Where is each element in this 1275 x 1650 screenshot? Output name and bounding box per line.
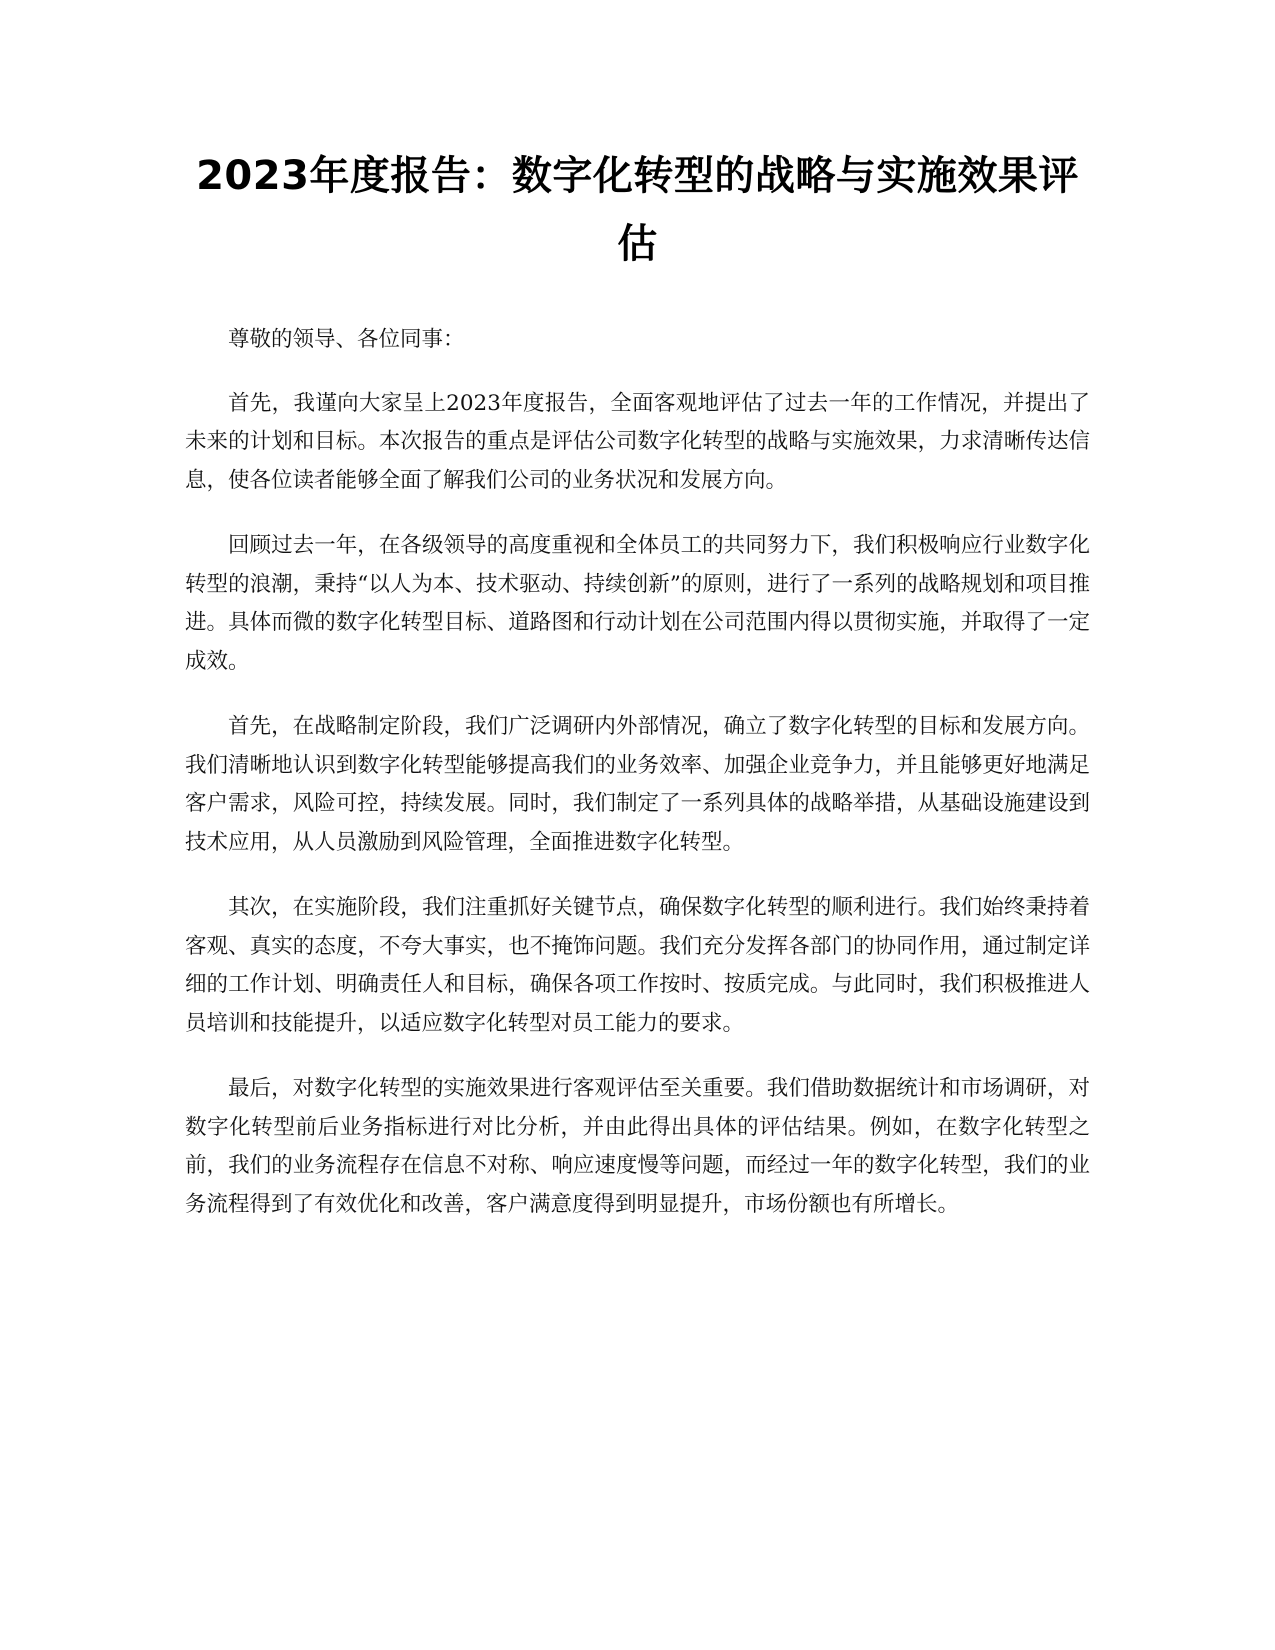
- paragraph-evaluation: 最后，对数字化转型的实施效果进行客观评估至关重要。我们借助数据统计和市场调研，对数字化转型前后业务指标进行对比分析，并由此得出具体的评估结果。例如，在数字化转型之前，我们的业务流程存在信息不对称、响应速度慢等问题，而经过一年的数字化转型，我们的业务流程得到了有效优化和改善，客户满意度得到明显提升，市场份额也有所增长。: [185, 1076, 1090, 1217]
- paragraph-implementation: 其次，在实施阶段，我们注重抓好关键节点，确保数字化转型的顺利进行。我们始终秉持着客观、真实的态度，不夸大事实，也不掩饰问题。我们充分发挥各部门的协同作用，通过制定详细的工作计划、明确责任人和目标，确保各项工作按时、按质完成。与此同时，我们积极推进人员培训和技能提升，以适应数字化转型对员工能力的要求。: [185, 895, 1090, 1036]
- document-title: 2023年度报告：数字化转型的战略与实施效果评估: [196, 153, 1079, 267]
- paragraph-review: 回顾过去一年，在各级领导的高度重视和全体员工的共同努力下，我们积极响应行业数字化转型的浪潮，秉持“以人为本、技术驱动、持续创新”的原则，进行了一系列的战略规划和项目推进。具体而微的数字化转型目标、道路图和行动计划在公司范围内得以贯彻实施，并取得了一定成效。: [185, 533, 1090, 674]
- document-body: [185, 321, 1090, 1251]
- paragraph-intro: 首先，我谨向大家呈上2023年度报告，全面客观地评估了过去一年的工作情况，并提出了未来的计划和目标。本次报告的重点是评估公司数字化转型的战略与实施效果，力求清晰传达信息，使各位读者能够全面了解我们公司的业务状况和发展方向。: [185, 390, 1090, 493]
- paragraph-strategy: 首先，在战略制定阶段，我们广泛调研内外部情况，确立了数字化转型的目标和发展方向。我们清晰地认识到数字化转型能够提高我们的业务效率、加强企业竞争力，并且能够更好地满足客户需求，风险可控，持续发展。同时，我们制定了一系列具体的战略举措，从基础设施建设到技术应用，从人员激励到风险管理，全面推进数字化转型。: [185, 714, 1090, 855]
- salutation: 尊敬的领导、各位同事：: [228, 327, 465, 352]
